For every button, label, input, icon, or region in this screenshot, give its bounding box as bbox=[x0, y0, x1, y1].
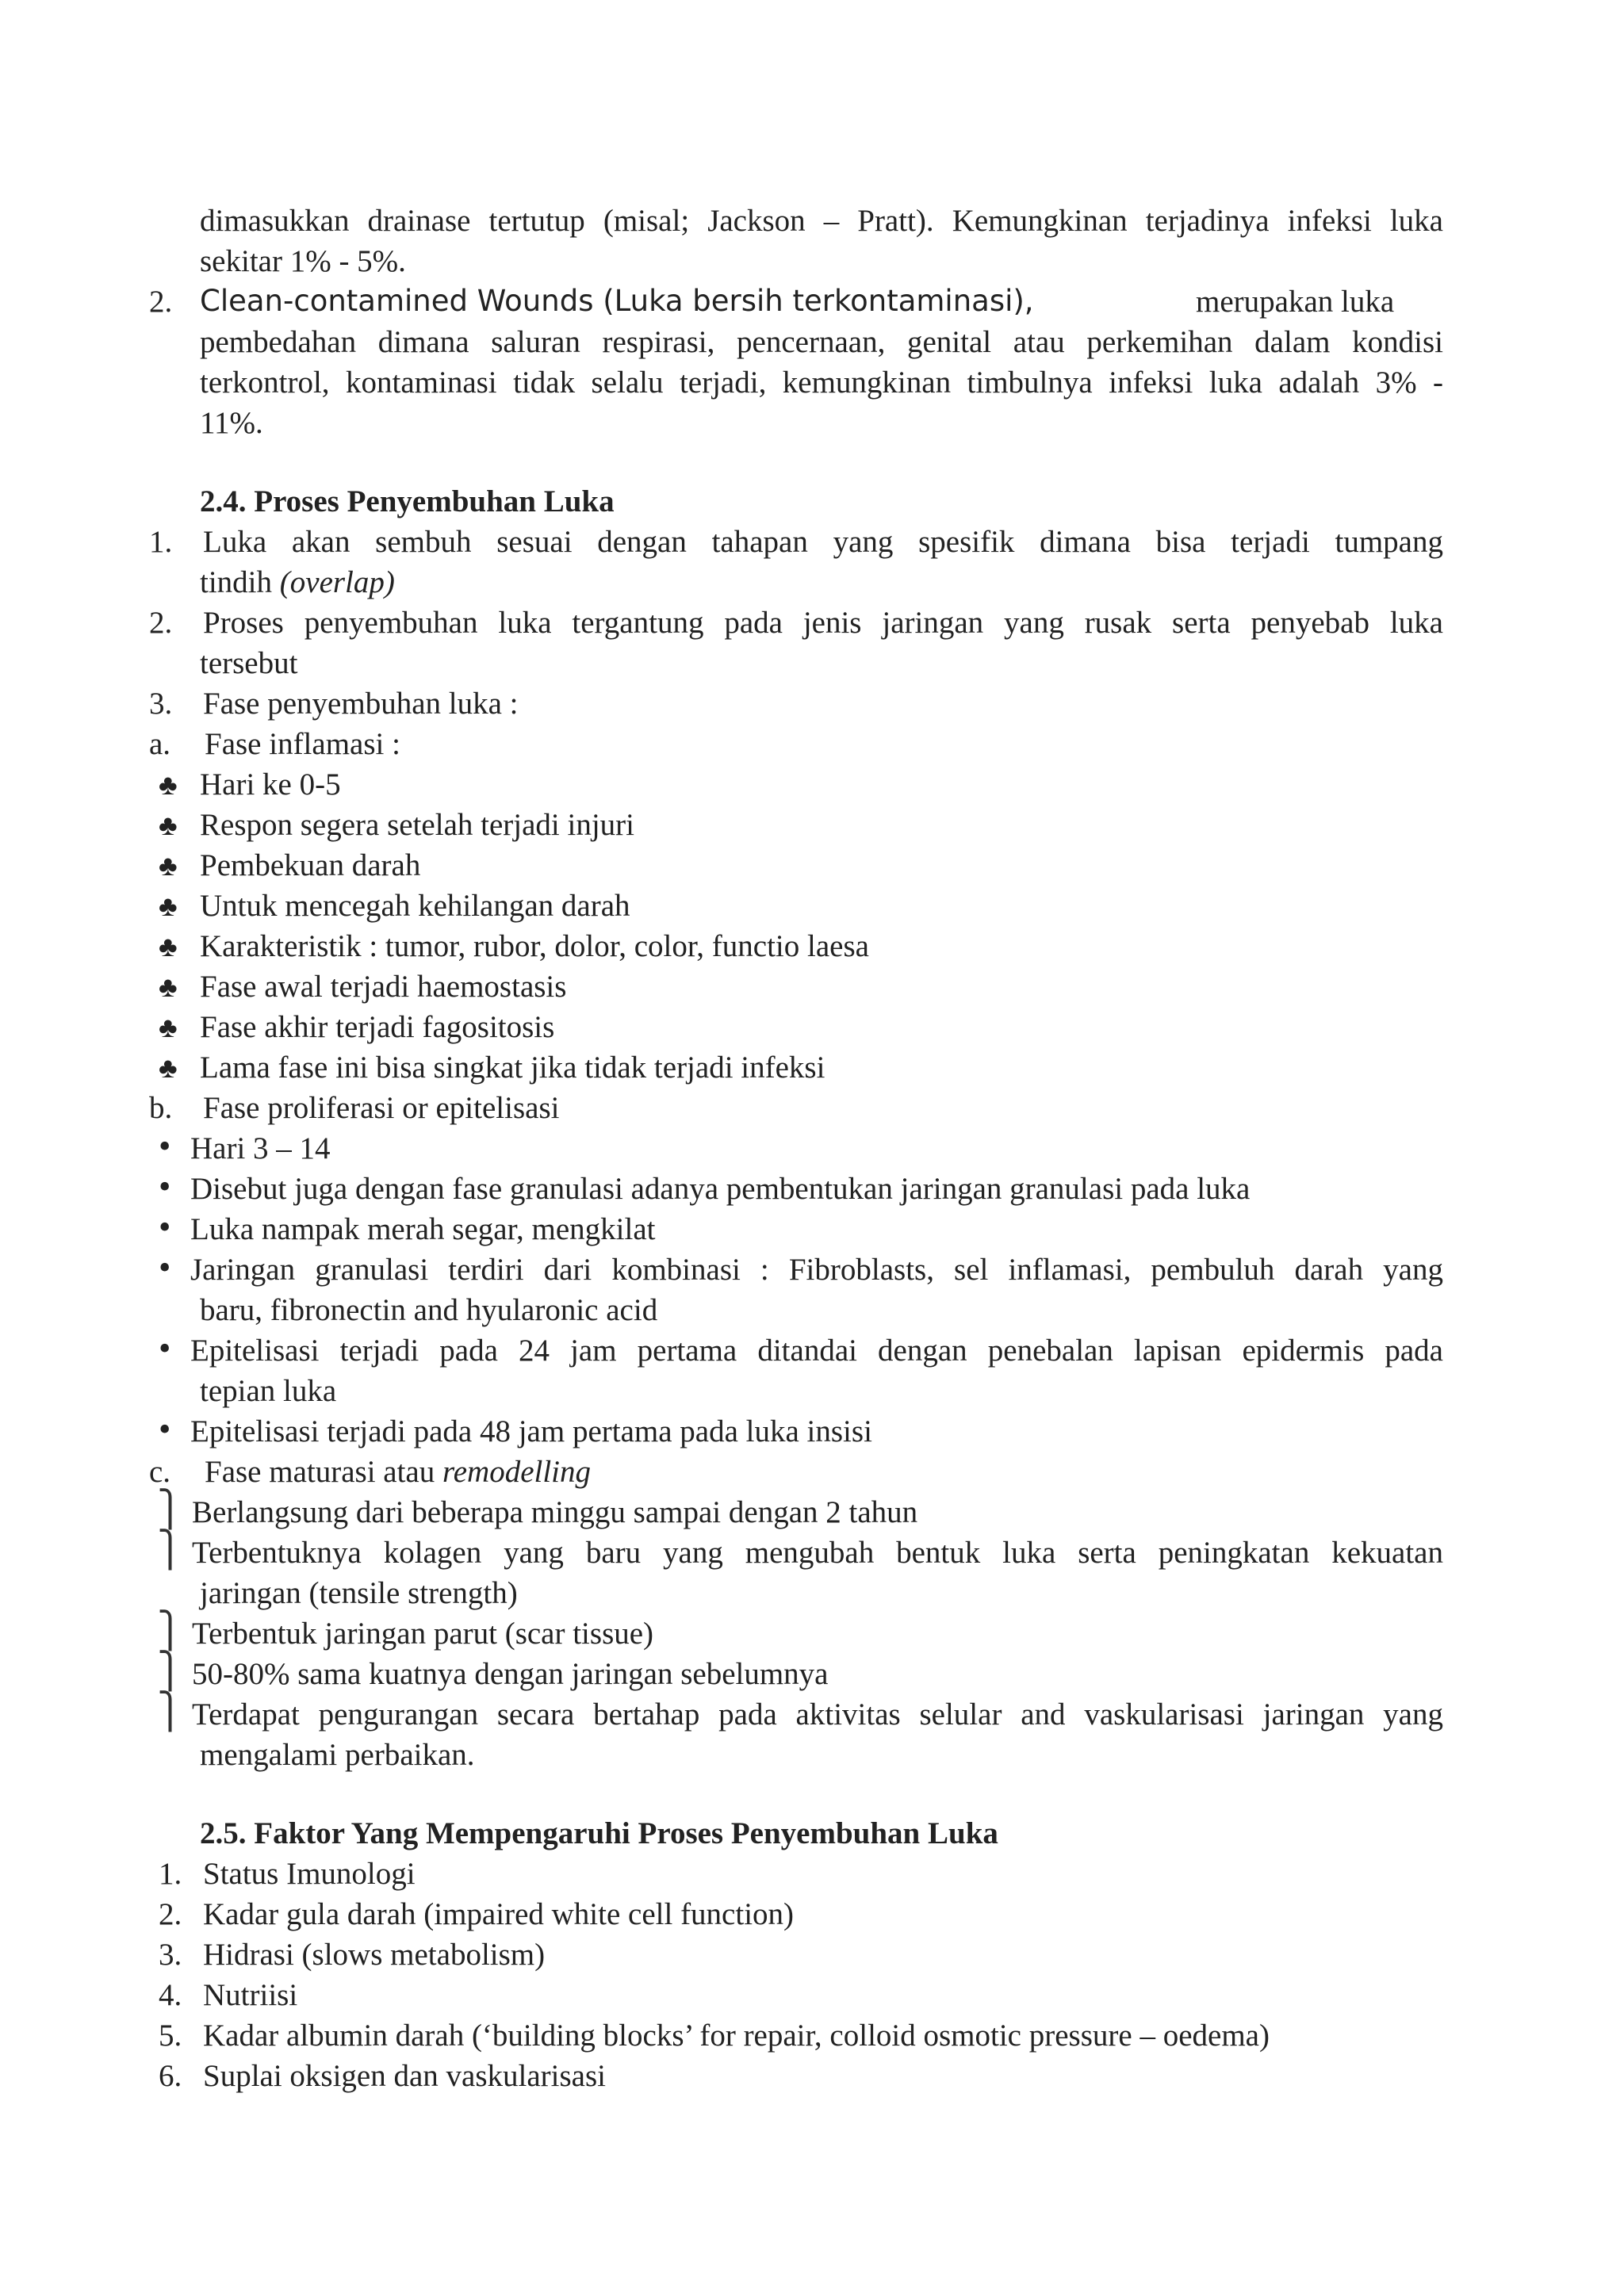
intro-line bbox=[0, 241, 1624, 282]
dot-bullet-icon: • bbox=[159, 1248, 171, 1287]
dot-bullet-icon: • bbox=[159, 1329, 171, 1368]
list-item bbox=[0, 522, 1624, 563]
bullet-item bbox=[0, 1529, 1624, 1574]
list-number: 6. bbox=[159, 2059, 182, 2093]
list-text: Nutriisi bbox=[203, 1978, 298, 2012]
intro-text: sekitar 1% - 5%. bbox=[200, 244, 406, 278]
phase-title: Fase proliferasi or epitelisasi bbox=[203, 1091, 560, 1125]
bullet-text: Karakteristik : tumor, rubor, dolor, color, functio laesa bbox=[200, 929, 869, 963]
list-item bbox=[0, 1975, 1624, 2016]
bullet-item bbox=[0, 805, 1624, 846]
list-text bbox=[200, 562, 395, 603]
list-text: Suplai oksigen dan vaskularisasi bbox=[203, 2059, 607, 2093]
bullet-text: Respon segera setelah terjadi injuri bbox=[200, 808, 634, 842]
bullet-text: Fase awal terjadi haemostasis bbox=[200, 970, 567, 1004]
bullet-item bbox=[0, 966, 1624, 1008]
list-item-2-line bbox=[0, 362, 1624, 404]
bullet-item bbox=[0, 1411, 1624, 1452]
bullet-text: Epitelisasi terjadi pada 24 jam pertama ditandai dengan penebalan lapisan epidermis pada bbox=[190, 1334, 1443, 1368]
dot-bullet-icon: • bbox=[159, 1207, 171, 1246]
bullet-item bbox=[0, 886, 1624, 927]
intro-text: dimasukkan drainase tertutup (misal; Jackson – Pratt). Kemungkinan terjadinya infeksi luka bbox=[200, 204, 1443, 238]
bullet-item bbox=[0, 1007, 1624, 1048]
list-number: 2. bbox=[149, 285, 173, 319]
bullet-text: Terbentuknya kolagen yang baru yang mengubah bentuk luka serta peningkatan kekuatan bbox=[192, 1536, 1443, 1570]
bullet-item bbox=[0, 1610, 1624, 1655]
clover-bullet-icon: ♣ bbox=[159, 1012, 178, 1043]
phase-c-title bbox=[0, 1452, 1624, 1493]
bullet-text: Berlangsung dari beberapa minggu sampai dengan 2 tahun bbox=[192, 1495, 918, 1529]
bracket-bullet-icon: ⎫ bbox=[157, 1651, 183, 1691]
list-text: tersebut bbox=[200, 646, 298, 680]
list-item-2-line bbox=[0, 322, 1624, 363]
bracket-bullet-icon: ⎫ bbox=[157, 1691, 183, 1732]
list-item bbox=[0, 1854, 1624, 1895]
list-number: 5. bbox=[159, 2019, 182, 2053]
list-text: Hidrasi (slows metabolism) bbox=[203, 1938, 546, 1972]
bullet-item bbox=[0, 845, 1624, 886]
list-item bbox=[0, 603, 1624, 644]
list-item-line bbox=[0, 562, 1624, 603]
list-text: merupakan luka bbox=[1196, 285, 1395, 319]
list-text: Proses penyembuhan luka tergantung pada jenis jaringan yang rusak serta penyebab luka bbox=[203, 606, 1443, 640]
bullet-item bbox=[0, 764, 1624, 806]
list-text: Kadar gula darah (impaired white cell function) bbox=[203, 1897, 795, 1931]
bullet-text: Lama fase ini bisa singkat jika tidak terjadi infeksi bbox=[200, 1050, 825, 1085]
phase-letter: c. bbox=[149, 1455, 171, 1489]
list-number: 3. bbox=[149, 687, 173, 721]
list-text: Kadar albumin darah (‘building blocks’ for repair, colloid osmotic pressure – oedema) bbox=[203, 2019, 1270, 2053]
bracket-bullet-icon: ⎫ bbox=[157, 1489, 183, 1529]
list-number: 2. bbox=[149, 606, 173, 640]
clover-bullet-icon: ♣ bbox=[159, 769, 178, 801]
list-item-line bbox=[0, 643, 1624, 684]
list-number: 1. bbox=[149, 525, 173, 559]
list-item-2-line bbox=[0, 403, 1624, 444]
clover-bullet-icon: ♣ bbox=[159, 890, 178, 922]
phase-title bbox=[205, 1452, 591, 1493]
bullet-text: Hari 3 – 14 bbox=[190, 1131, 331, 1165]
list-number: 4. bbox=[159, 1978, 182, 2012]
italic-term: remodelling bbox=[442, 1455, 592, 1489]
bullet-text: Disebut juga dengan fase granulasi adanya pembentukan jaringan granulasi pada luka bbox=[190, 1172, 1251, 1206]
clover-bullet-icon: ♣ bbox=[159, 809, 178, 841]
list-item bbox=[0, 2056, 1624, 2097]
list-item bbox=[0, 2015, 1624, 2057]
dot-bullet-icon: • bbox=[159, 1167, 171, 1206]
bracket-bullet-icon: ⎫ bbox=[157, 1529, 183, 1570]
bullet-item bbox=[0, 1489, 1624, 1533]
list-text: terkontrol, kontaminasi tidak selalu terjadi, kemungkinan timbulnya infeksi luka adalah 3% - bbox=[200, 365, 1443, 400]
wound-type-term: Clean-contamined Wounds (Luka bersih terkontaminasi), bbox=[200, 284, 1034, 318]
intro-line bbox=[0, 201, 1624, 242]
section-2-4-heading: 2.4. Proses Penyembuhan Luka bbox=[200, 484, 615, 519]
list-item bbox=[0, 683, 1624, 725]
clover-bullet-icon: ♣ bbox=[159, 971, 178, 1003]
bullet-item bbox=[0, 1651, 1624, 1695]
list-number: 1. bbox=[159, 1857, 182, 1891]
bullet-item bbox=[0, 1691, 1624, 1735]
bullet-item-line bbox=[0, 1290, 1624, 1331]
bullet-item-line bbox=[0, 1573, 1624, 1614]
bullet-text: mengalami perbaikan. bbox=[200, 1738, 475, 1772]
dot-bullet-icon: • bbox=[159, 1410, 171, 1448]
bullet-text: baru, fibronectin and hyularonic acid bbox=[200, 1293, 658, 1327]
bullet-item bbox=[0, 1330, 1624, 1372]
bullet-item bbox=[0, 1249, 1624, 1291]
bullet-text: Hari ke 0-5 bbox=[200, 767, 341, 802]
list-text: pembedahan dimana saluran respirasi, pencernaan, genital atau perkemihan dalam kondisi bbox=[200, 325, 1443, 359]
bullet-text: tepian luka bbox=[200, 1374, 337, 1408]
bracket-bullet-icon: ⎫ bbox=[157, 1610, 183, 1651]
list-number: 3. bbox=[159, 1938, 182, 1972]
bullet-item bbox=[0, 1209, 1624, 1250]
bullet-item bbox=[0, 1047, 1624, 1089]
list-number: 2. bbox=[159, 1897, 182, 1931]
section-2-5-heading: 2.5. Faktor Yang Mempengaruhi Proses Penyembuhan Luka bbox=[200, 1816, 998, 1850]
phase-title-part: Fase maturasi atau bbox=[205, 1455, 442, 1489]
italic-term: (overlap) bbox=[279, 565, 395, 599]
clover-bullet-icon: ♣ bbox=[159, 931, 178, 962]
phase-a-title bbox=[0, 724, 1624, 765]
list-item bbox=[0, 1894, 1624, 1935]
section-heading bbox=[0, 481, 1624, 522]
list-text: 11%. bbox=[200, 406, 263, 440]
phase-letter: b. bbox=[149, 1091, 173, 1125]
bullet-text: Terdapat pengurangan secara bertahap pada aktivitas selular and vaskularisasi jaringan yang bbox=[192, 1697, 1443, 1732]
list-text: Status Imunologi bbox=[203, 1857, 416, 1891]
bullet-text: Untuk mencegah kehilangan darah bbox=[200, 889, 630, 923]
list-text: Fase penyembuhan luka : bbox=[203, 687, 519, 721]
bullet-item-line bbox=[0, 1735, 1624, 1776]
bullet-text: jaringan (tensile strength) bbox=[200, 1576, 518, 1610]
section-heading bbox=[0, 1813, 1624, 1854]
bullet-text: 50-80% sama kuatnya dengan jaringan sebelumnya bbox=[192, 1657, 829, 1691]
bullet-item-line bbox=[0, 1371, 1624, 1412]
bullet-item bbox=[0, 1169, 1624, 1210]
phase-letter: a. bbox=[149, 727, 171, 761]
phase-b-title bbox=[0, 1088, 1624, 1129]
dot-bullet-icon: • bbox=[159, 1127, 171, 1165]
bullet-item bbox=[0, 1128, 1624, 1169]
clover-bullet-icon: ♣ bbox=[159, 850, 178, 882]
phase-title: Fase inflamasi : bbox=[205, 727, 400, 761]
list-text-part: tindih bbox=[200, 565, 280, 599]
list-item-2 bbox=[0, 281, 1624, 323]
list-item bbox=[0, 1934, 1624, 1976]
bullet-text: Luka nampak merah segar, mengkilat bbox=[190, 1212, 656, 1246]
bullet-text: Epitelisasi terjadi pada 48 jam pertama pada luka insisi bbox=[190, 1414, 872, 1448]
bullet-text: Fase akhir terjadi fagositosis bbox=[200, 1010, 555, 1044]
bullet-item bbox=[0, 926, 1624, 967]
bullet-text: Jaringan granulasi terdiri dari kombinasi : Fibroblasts, sel inflamasi, pembuluh darah yang bbox=[190, 1253, 1443, 1287]
bullet-text: Terbentuk jaringan parut (scar tissue) bbox=[192, 1617, 654, 1651]
clover-bullet-icon: ♣ bbox=[159, 1052, 178, 1084]
bullet-text: Pembekuan darah bbox=[200, 848, 421, 882]
list-text: Luka akan sembuh sesuai dengan tahapan yang spesifik dimana bisa terjadi tumpang bbox=[203, 525, 1443, 559]
